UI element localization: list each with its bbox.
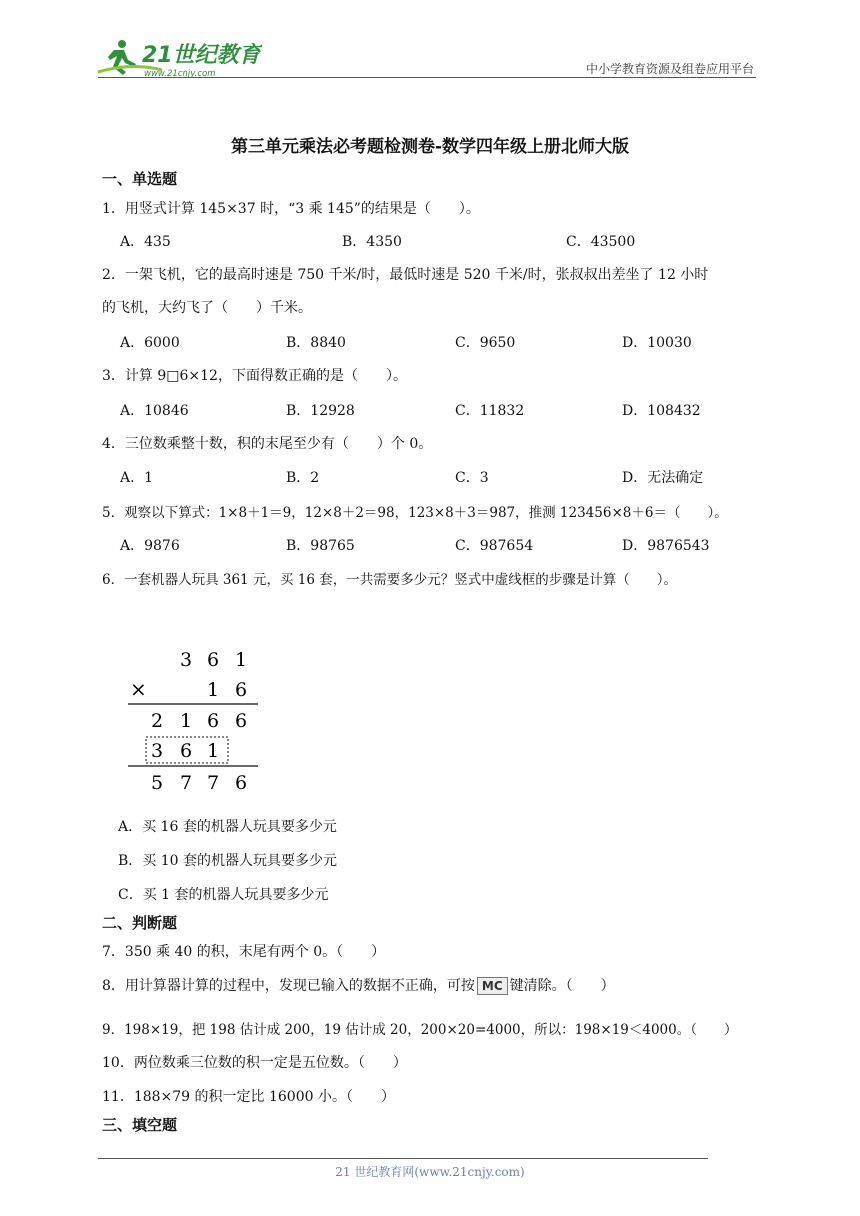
digit: 5 [151,772,164,794]
question-8-after: 键清除。（ ） [509,978,615,994]
digit: 6 [207,649,220,671]
page-title: 第三单元乘法必考题检测卷-数学四年级上册北师大版 [230,137,630,157]
question-8-before: 8．用计算器计算的过程中，发现已输入的数据不正确，可按 [102,978,475,994]
svg-text:21世纪教育: 21世纪教育 [142,43,261,68]
question-9: 9．198×19，把 198 估计成 200，19 估计成 20，200×20=4000，所以：198×19＜4000。（ ） [102,1022,738,1038]
q3-option-c: C．11832 [455,403,525,419]
q5-option-b: B．98765 [286,538,355,554]
section-true-false: 二、判断题 [102,914,178,932]
question-5: 5．观察以下算式：1×8＋1＝9，12×8＋2＝98，123×8＋3＝987，推测 123456×8＋6＝（ ）。 [102,505,728,521]
q5-option-d: D．9876543 [622,538,710,554]
question-1: 1．用竖式计算 145×37 时，“3 乘 145”的结果是（ ）。 [102,201,480,217]
section-fill-blank: 三、填空题 [102,1116,178,1134]
q4-option-c: C．3 [455,470,489,486]
footer-divider [98,1158,708,1159]
digit: 6 [180,740,193,762]
q1-option-c: C．43500 [566,234,636,250]
section-single-choice: 一、单选题 [102,170,178,188]
q6-option-c: C．买 1 套的机器人玩具要多少元 [118,887,329,903]
digit: 6 [235,710,248,732]
question-11: 11．188×79 的积一定比 16000 小。（ ） [102,1089,395,1105]
q4-option-a: A．1 [120,470,154,486]
q5-option-a: A．9876 [120,538,180,554]
q2-option-d: D．10030 [622,335,692,351]
digit: 1 [235,649,248,671]
site-logo [92,36,262,80]
q4-option-d: D．无法确定 [622,470,704,486]
q2-option-a: A．6000 [120,335,180,351]
q3-option-b: B．12928 [286,403,355,419]
question-4: 4．三位数乘整十数，积的末尾至少有（ ）个 0。 [102,436,433,452]
svg-text:www.21cnjy.com: www.21cnjy.com [144,69,216,79]
q6-option-b: B．买 10 套的机器人玩具要多少元 [118,853,338,869]
digit: 2 [151,710,164,732]
mc-key-icon: MC [477,977,508,995]
question-8 [102,975,615,995]
q5-option-c: C．987654 [455,538,534,554]
question-3: 3．计算 9□6×12，下面得数正确的是（ ）。 [102,368,407,384]
digit: 3 [151,740,164,762]
q2-option-b: B．8840 [286,335,346,351]
digit: 3 [180,649,193,671]
header-divider [98,77,756,78]
multiplication-diagram [118,640,268,800]
digit: 6 [235,772,248,794]
question-2-line2: 的飞机，大约飞了（ ）千米。 [102,300,312,316]
digit: 6 [235,679,248,701]
q2-option-c: C．9650 [455,335,516,351]
digit: 1 [207,679,220,701]
digit: 1 [207,740,220,762]
question-2-line1: 2．一架飞机，它的最高时速是 750 千米/时，最低时速是 520 千米/时，张叔叔出差坐了 12 小时 [102,267,709,283]
question-7: 7．350 乘 40 的积，末尾有两个 0。（ ） [102,944,386,960]
times-sign: × [130,677,147,701]
q1-option-b: B．4350 [342,234,402,250]
digit: 7 [180,772,193,794]
question-6: 6．一套机器人玩具 361 元，买 16 套，一共需要多少元？竖式中虚线框的步骤是计算（ ）。 [102,572,677,588]
footer-text: 21 世纪教育网(www.21cnjy.com) [335,1165,525,1179]
digit: 1 [180,710,193,732]
header-platform-text: 中小学教育资源及组卷应用平台 [585,62,754,76]
q6-option-a: A．买 16 套的机器人玩具要多少元 [118,819,337,835]
q1-option-a: A．435 [120,234,171,250]
q4-option-b: B．2 [286,470,320,486]
digit: 7 [207,772,220,794]
question-10: 10．两位数乘三位数的积一定是五位数。（ ） [102,1055,407,1071]
digit: 6 [207,710,220,732]
q3-option-a: A．10846 [120,403,189,419]
q3-option-d: D．108432 [622,403,701,419]
